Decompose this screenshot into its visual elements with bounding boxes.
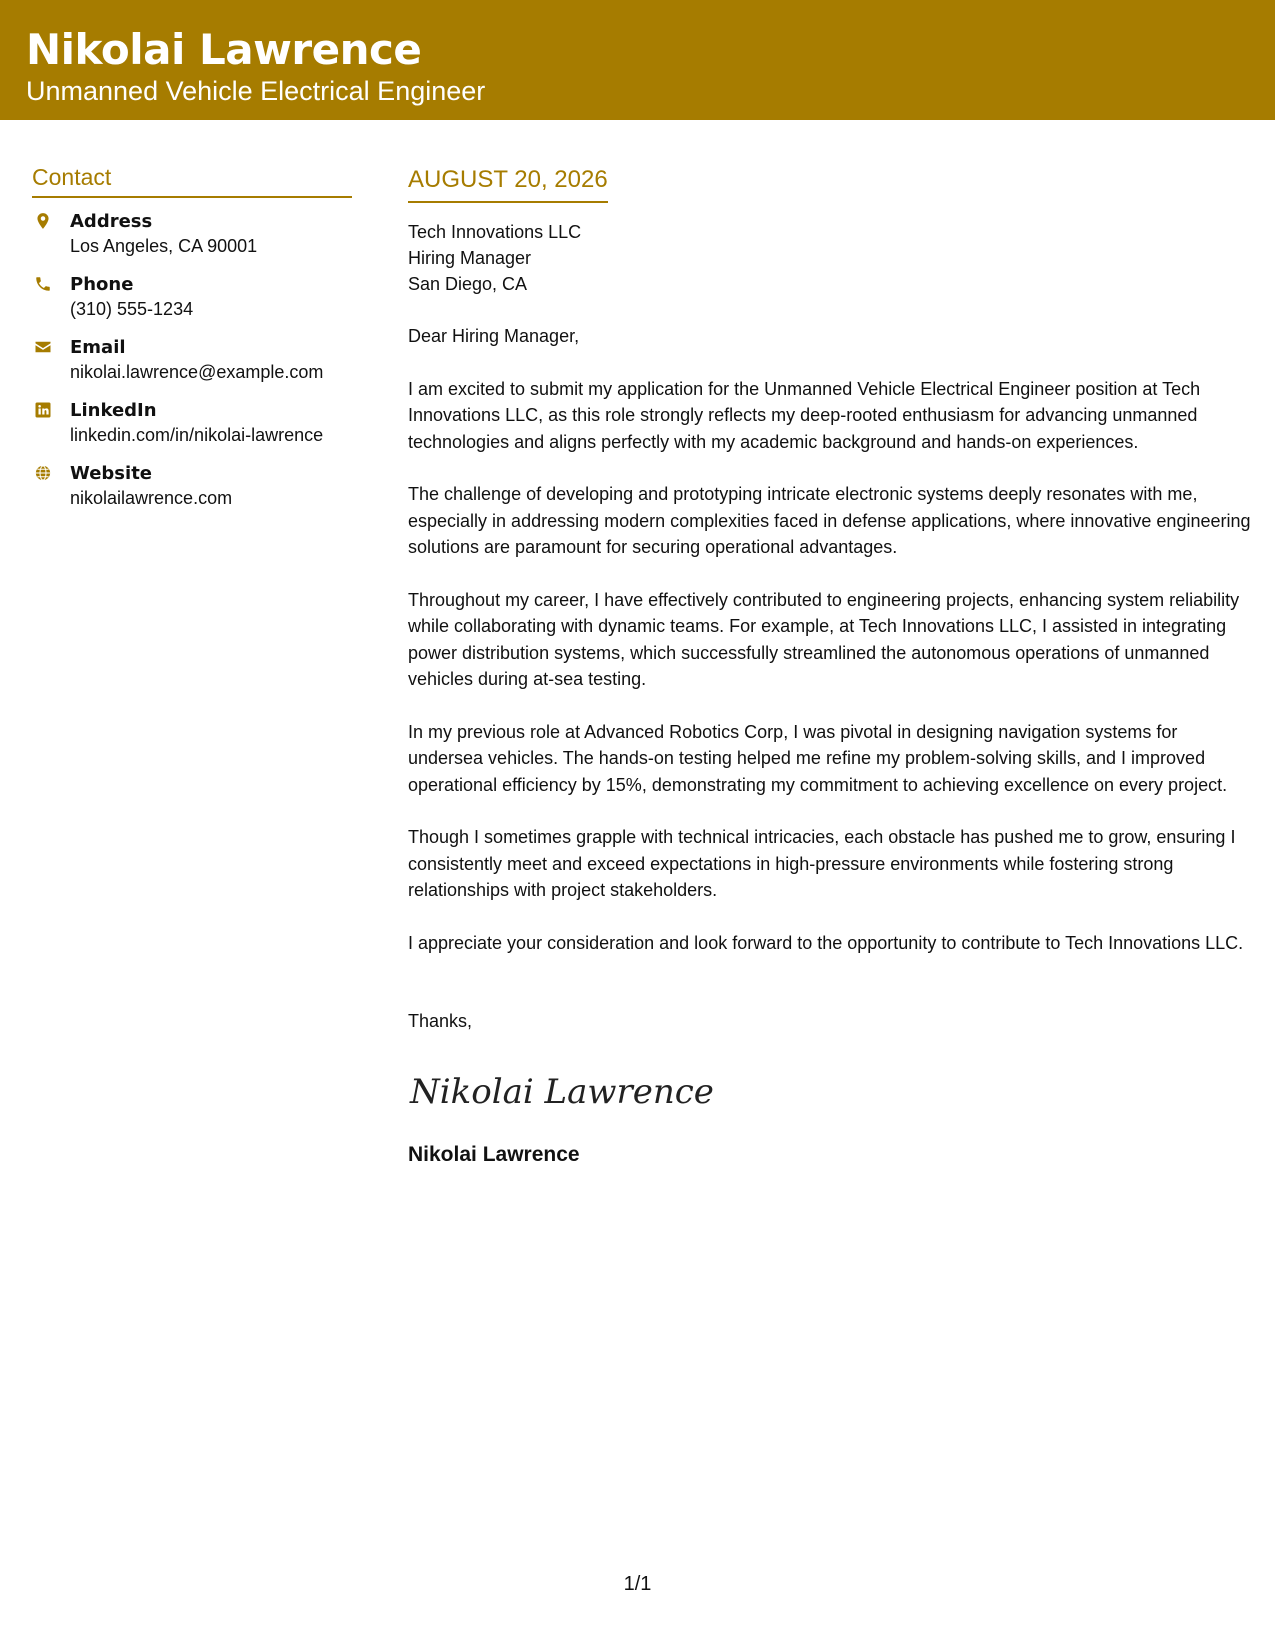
closing: Thanks,	[408, 1011, 473, 1031]
contact-value[interactable]: nikolai.lawrence@example.com	[70, 362, 324, 382]
contact-value[interactable]: linkedin.com/in/nikolai-lawrence	[70, 425, 324, 445]
contact-label: Address	[70, 211, 153, 232]
letter-paragraph: In my previous role at Advanced Robotics Corp, I was pivotal in designing navigation systems for undersea vehicles. The hands-on testing helped me refine my problem-solving skills, and I improved operational efficiency by 15%, demonstrating my commitment to achieving excellence on every project.	[408, 721, 1228, 795]
letter-paragraph: The challenge of developing and prototyping intricate electronic systems deeply resonates with me, especially in addressing modern complexities faced in defense applications, where innovative engineering solutions are paramount for securing operational advantages.	[408, 484, 1251, 557]
contact-value: Los Angeles, CA 90001	[70, 236, 258, 256]
letter-date: AUGUST 20, 2026	[408, 165, 608, 203]
letter-paragraph: Throughout my career, I have effectively contributed to engineering projects, enhancing system reliability while collaborating with dynamic teams. For example, at Tech Innovations LLC, I assisted in integrating power distribution systems, which successfully streamlined the autonomous operations of unmanned vehicles during at-sea testing.	[408, 589, 1240, 689]
contact-label: Phone	[70, 274, 134, 295]
recipient-company: Tech Innovations LLC	[408, 222, 582, 242]
contact-value[interactable]: nikolailawrence.com	[70, 488, 233, 508]
envelope-icon	[34, 338, 52, 356]
linkedin-icon	[34, 401, 52, 419]
map-pin-icon	[34, 212, 52, 230]
contact-list	[32, 210, 352, 525]
letter-body	[408, 165, 1253, 1169]
applicant-name: Nikolai Lawrence	[26, 25, 422, 74]
recipient-block	[408, 219, 1253, 297]
letter-paragraphs	[408, 376, 1253, 957]
handwritten-signature	[408, 1059, 1253, 1129]
contact-label: Website	[70, 463, 153, 484]
contact-item-website	[32, 462, 352, 525]
globe-icon	[34, 464, 52, 482]
contact-value: (310) 555-1234	[70, 299, 194, 319]
recipient-title: Hiring Manager	[408, 248, 532, 268]
letter-paragraph: I am excited to submit my application for the Unmanned Vehicle Electrical Engineer position at Tech Innovations LLC, as this role strongly reflects my deep-rooted enthusiasm for advancing unmanned technologies and aligns perfectly with my academic background and hands-on experiences.	[408, 378, 1201, 452]
contact-item-address	[32, 210, 352, 273]
contact-item-phone	[32, 273, 352, 336]
letter-paragraph: Though I sometimes grapple with technical intricacies, each obstacle has pushed me to grow, ensuring I consistently meet and exceed expectations in high-pressure environments while fostering strong relationships with project stakeholders.	[408, 827, 1236, 900]
contact-label: Email	[70, 337, 126, 358]
contact-item-email	[32, 336, 352, 399]
salutation: Dear Hiring Manager,	[408, 326, 580, 346]
signature-text: Nikolai Lawrence	[410, 1071, 714, 1112]
phone-icon	[34, 275, 52, 293]
contact-label: LinkedIn	[70, 400, 157, 421]
contact-item-linkedin	[32, 399, 352, 462]
recipient-location: San Diego, CA	[408, 274, 528, 294]
applicant-role: Unmanned Vehicle Electrical Engineer	[26, 76, 486, 106]
contact-heading: Contact	[32, 162, 352, 198]
contact-sidebar	[32, 162, 352, 525]
page-number: 1/1	[623, 1573, 652, 1595]
letter-paragraph: I appreciate your consideration and look forward to the opportunity to contribute to Tech Innovations LLC.	[408, 932, 1244, 953]
header-banner	[0, 0, 1275, 120]
signer-name: Nikolai Lawrence	[408, 1142, 580, 1166]
